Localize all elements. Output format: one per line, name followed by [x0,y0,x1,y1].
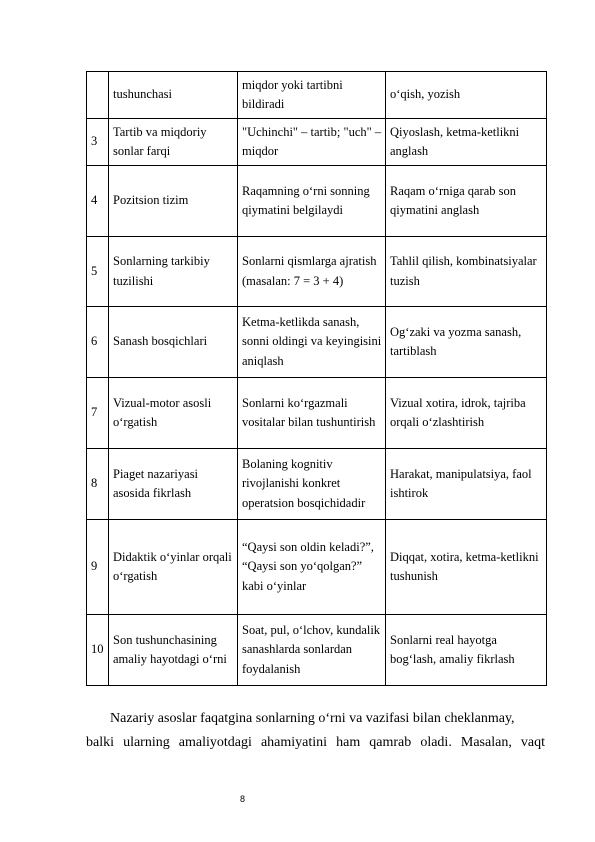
concept-cell: Sonlarning tarkibiy tuzilishi [109,237,238,307]
activity-cell: Qiyoslash, ketma-ketlikni anglash [386,119,547,166]
description-cell: Bolaning kognitiv rivojlanishi konkret operatsion bosqichidadir [238,449,386,520]
row-number: 9 [87,520,109,615]
table-row [87,72,547,119]
table-row [87,378,547,449]
concepts-table [86,71,547,686]
description-cell: “Qaysi son oldin keladi?”, “Qaysi son yo‘qolgan?” kabi o‘yinlar [238,520,386,615]
activity-cell: Diqqat, xotira, ketma-ketlikni tushunish [386,520,547,615]
table-row [87,615,547,686]
page-number: 8 [240,794,246,804]
table-row [87,119,547,166]
table-row [87,166,547,237]
activity-cell: Sonlarni real hayotga bog‘lash, amaliy fikrlash [386,615,547,686]
concept-cell: Pozitsion tizim [109,166,238,237]
activity-cell: Vizual xotira, idrok, tajriba orqali o‘zlashtirish [386,378,547,449]
concept-cell: Didaktik o‘yinlar orqali o‘rgatish [109,520,238,615]
row-number [87,72,109,119]
table-row [87,237,547,307]
description-cell: miqdor yoki tartibni bildiradi [238,72,386,119]
activity-cell: Tahlil qilish, kombinatsiyalar tuzish [386,237,547,307]
row-number: 7 [87,378,109,449]
row-number: 10 [87,615,109,686]
table-row [87,307,547,378]
description-cell: "Uchinchi" – tartib; "uch" – miqdor [238,119,386,166]
row-number: 8 [87,449,109,520]
body-paragraph-line-1: Nazariy asoslar faqatgina sonlarning o‘rni va vazifasi bilan cheklanmay, [110,711,515,726]
concept-cell: Tartib va miqdoriy sonlar farqi [109,119,238,166]
activity-cell: Raqam o‘rniga qarab son qiymatini anglash [386,166,547,237]
concept-cell: Piaget nazariyasi asosida fikrlash [109,449,238,520]
concepts-table-body [87,72,547,686]
activity-cell: o‘qish, yozish [386,72,547,119]
description-cell: Raqamning o‘rni sonning qiymatini belgilaydi [238,166,386,237]
table-row [87,449,547,520]
row-number: 3 [87,119,109,166]
description-cell: Soat, pul, o‘lchov, kundalik sanashlarda sonlardan foydalanish [238,615,386,686]
concept-cell: Son tushunchasining amaliy hayotdagi o‘rni [109,615,238,686]
concept-cell: tushunchasi [109,72,238,119]
row-number: 6 [87,307,109,378]
table-row [87,520,547,615]
activity-cell: Og‘zaki va yozma sanash, tartiblash [386,307,547,378]
body-paragraph-line-2: balki ularning amaliyotdagi ahamiyatini ham qamrab oladi. Masalan, vaqt [86,735,545,750]
activity-cell: Harakat, manipulatsiya, faol ishtirok [386,449,547,520]
description-cell: Sonlarni qismlarga ajratish (masalan: 7 = 3 + 4) [238,237,386,307]
row-number: 5 [87,237,109,307]
description-cell: Ketma-ketlikda sanash, sonni oldingi va keyingisini aniqlash [238,307,386,378]
description-cell: Sonlarni ko‘rgazmali vositalar bilan tushuntirish [238,378,386,449]
row-number: 4 [87,166,109,237]
concept-cell: Sanash bosqichlari [109,307,238,378]
concept-cell: Vizual-motor asosli o‘rgatish [109,378,238,449]
